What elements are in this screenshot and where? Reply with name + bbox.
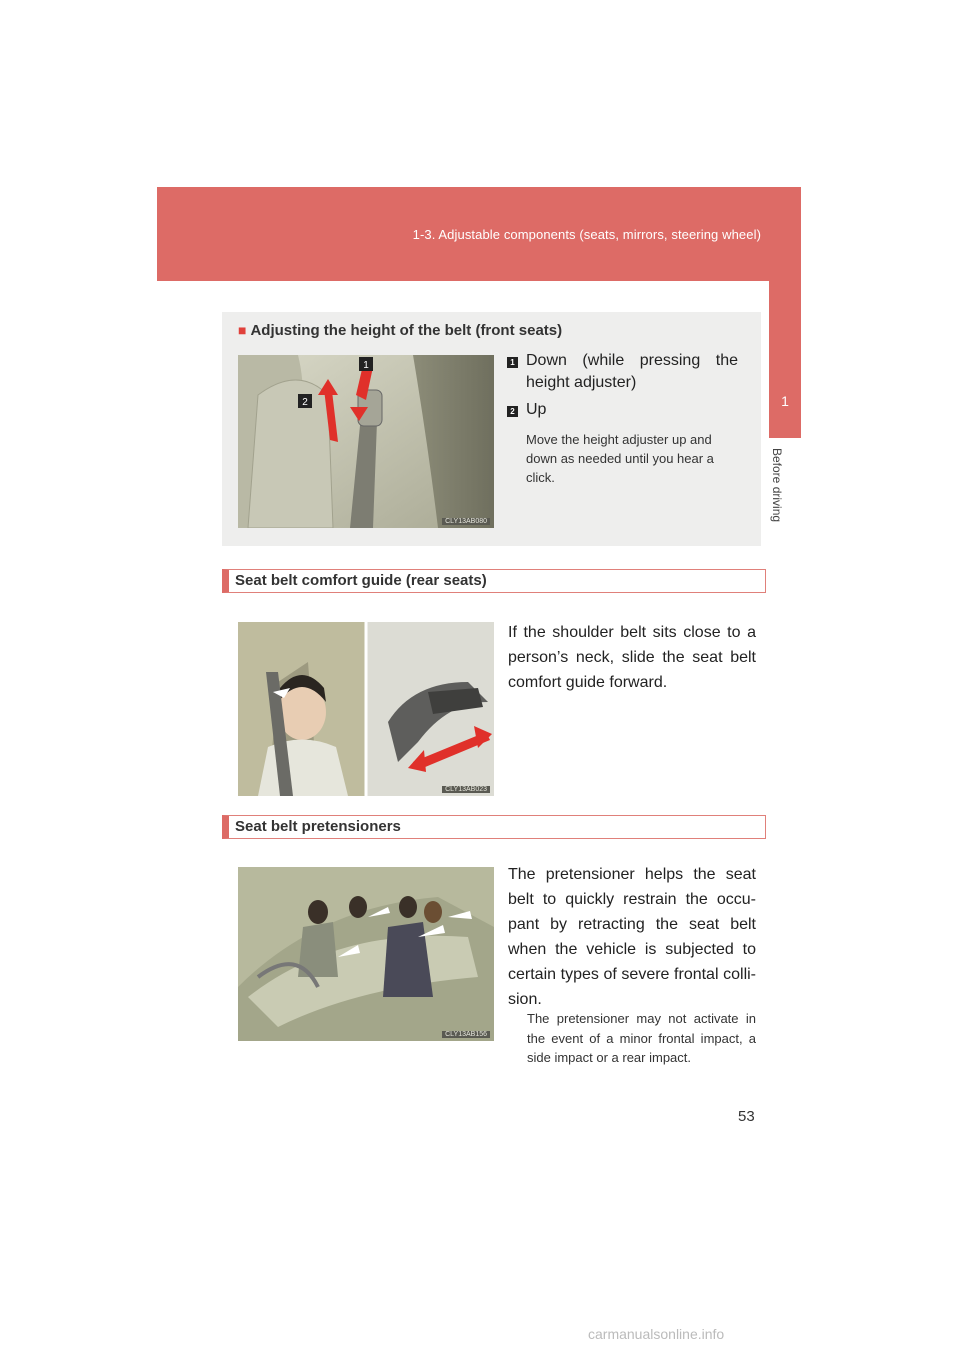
comfort-guide-illustration (238, 622, 494, 796)
page-number: 53 (738, 1108, 755, 1125)
comfort-guide-heading: Seat belt comfort guide (rear seats) (222, 569, 766, 593)
height-adjust-box (222, 312, 761, 546)
step-badge-2: 2 (507, 406, 518, 417)
step-badge-1: 1 (507, 357, 518, 368)
chapter-side-label (770, 448, 798, 548)
chapter-number: 1 (781, 393, 789, 409)
chapter-title: 1-3. Adjustable components (seats, mirrors, steering wheel) (412, 227, 761, 242)
chapter-tab[interactable] (769, 281, 801, 438)
comfort-guide-text: If the shoulder belt sits close to a person’s neck, slide the seat belt comfort guide forward. (508, 624, 756, 691)
callout-2-label: 2 (302, 397, 308, 408)
height-adjust-title: ■ Adjusting the height of the belt (front seats) (238, 322, 563, 339)
pretensioners-illustration (238, 867, 494, 1041)
square-bullet-icon: ■ (238, 322, 247, 338)
callout-1-label: 1 (363, 360, 369, 371)
step-text-down: Down (while pressing the height adjuster) (526, 352, 738, 391)
image-code: CLY13AB080 (442, 518, 490, 525)
step-text-up: Up (526, 401, 547, 418)
pretensioners-heading: Seat belt pretensioners (222, 815, 766, 839)
image-code: CLY13AB023 (442, 786, 490, 793)
pretensioners-text: The pretensioner helps the seat belt to quickly restrain the occu- pant by retracting the seat belt when the vehicle is subjected to certain types of severe frontal colli- sion. (508, 866, 756, 1008)
chapter-side-label-text: Before driving (770, 448, 784, 523)
chapter-header (157, 187, 801, 281)
image-code: CLY13AB156 (442, 1031, 490, 1038)
watermark: carmanualsonline.info (588, 1326, 725, 1342)
pretensioners-note: The pretensioner may not activate in the event of a minor frontal impact, a side impact or a rear impact. (527, 1011, 756, 1065)
height-adjust-note: Move the height adjuster up and down as needed until you hear a click. (526, 432, 714, 485)
height-adjust-illustration (238, 355, 494, 528)
